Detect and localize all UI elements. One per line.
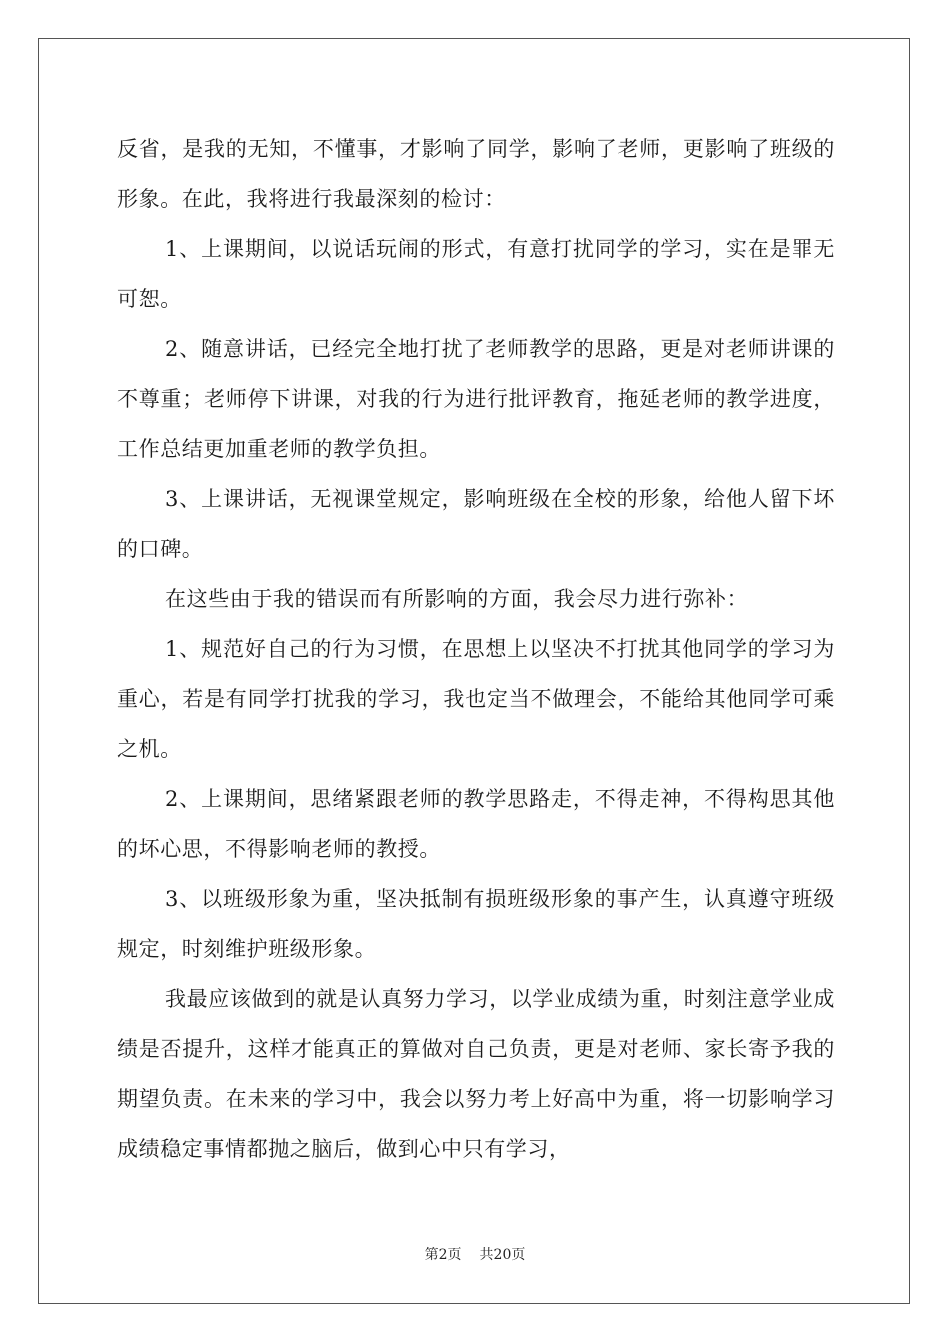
paragraph-remedy-1: 1、规范好自己的行为习惯，在思想上以坚决不打扰其他同学的学习为重心，若是有同学打扰我的学习，我也定当不做理会，不能给其他同学可乘之机。 [117, 637, 835, 761]
paragraph-item-1: 1、上课期间，以说话玩闹的形式，有意打扰同学的学习，实在是罪无可恕。 [117, 237, 835, 311]
paragraph-remedy-3: 3、以班级形象为重，坚决抵制有损班级形象的事产生，认真遵守班级规定，时刻维护班级形象。 [117, 887, 835, 961]
paragraph-item-3: 3、上课讲话，无视课堂规定，影响班级在全校的形象，给他人留下坏的口碑。 [117, 487, 835, 561]
page-footer [0, 1244, 950, 1264]
paragraph-remedy-2: 2、上课期间，思绪紧跟老师的教学思路走，不得走神，不得构思其他的坏心思，不得影响老师的教授。 [117, 787, 835, 861]
paragraph-intro: 反省，是我的无知，不懂事，才影响了同学，影响了老师，更影响了班级的形象。在此，我将进行我最深刻的检讨： [117, 137, 835, 211]
paragraph-conclusion: 我最应该做到的就是认真努力学习，以学业成绩为重，时刻注意学业成绩是否提升，这样才能真正的算做对自己负责，更是对老师、家长寄予我的期望负责。在未来的学习中，我会以努力考上好高中为重，将一切影响学习成绩稳定事情都抛之脑后，做到心中只有学习， [117, 987, 835, 1161]
page-total: 共20页 [479, 1247, 526, 1263]
paragraph-remedy-intro: 在这些由于我的错误而有所影响的方面，我会尽力进行弥补： [165, 587, 749, 611]
document-body [117, 124, 835, 1174]
page-number: 第2页 [424, 1247, 462, 1263]
paragraph-item-2: 2、随意讲话，已经完全地打扰了老师教学的思路，更是对老师讲课的不尊重；老师停下讲课，对我的行为进行批评教育，拖延老师的教学进度，工作总结更加重老师的教学负担。 [117, 337, 835, 461]
